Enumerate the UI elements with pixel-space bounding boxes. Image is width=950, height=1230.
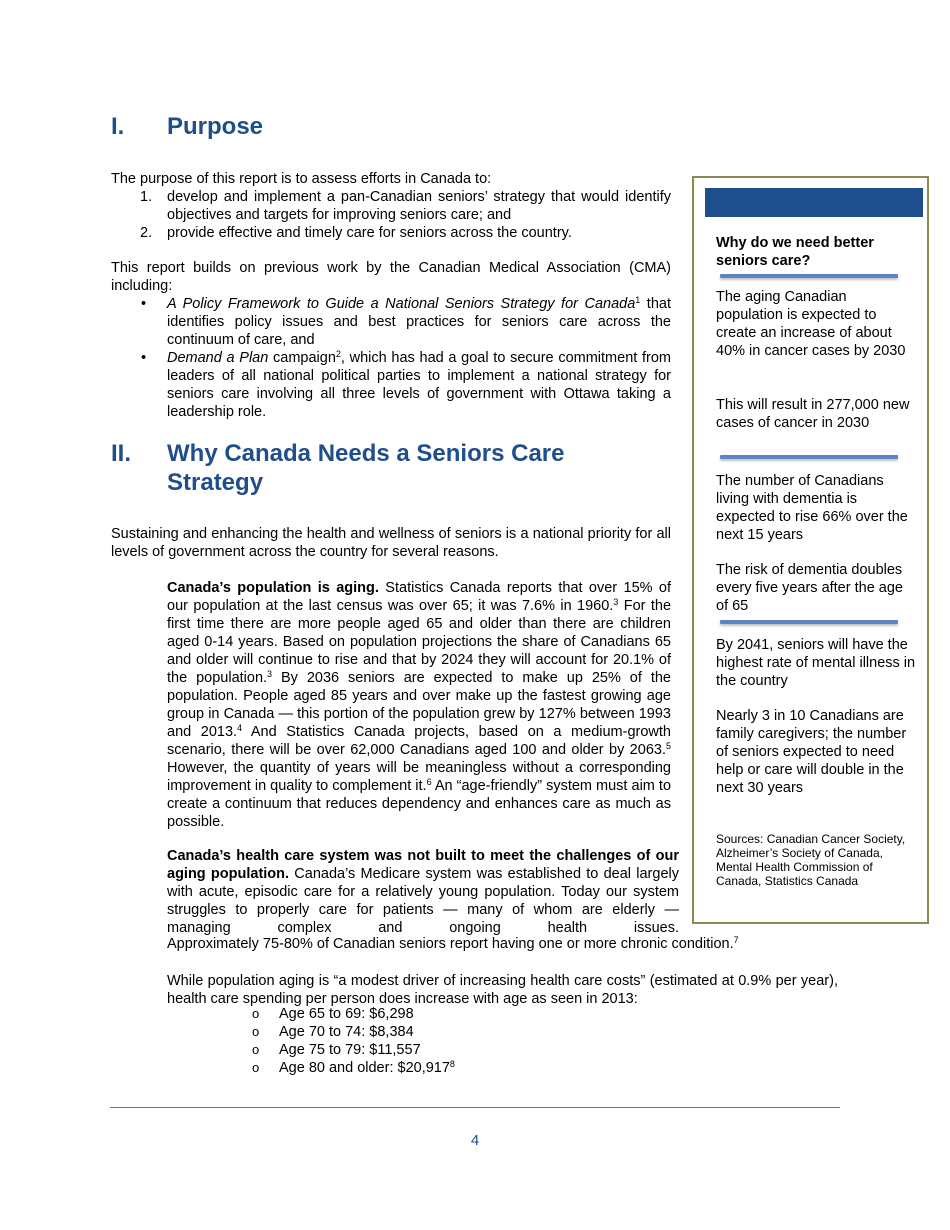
sidebar-divider (720, 455, 898, 459)
chronic-condition-line (167, 935, 847, 953)
purpose-intro: The purpose of this report is to assess efforts in Canada to: (111, 171, 492, 187)
why-intro: Sustaining and enhancing the health and wellness of seniors is a national priority for all levels of government across the country for several reasons. (111, 526, 671, 560)
list-item (252, 1059, 455, 1077)
list-item (252, 1041, 455, 1059)
sidebar-divider (720, 274, 898, 278)
footnote-ref: 4 (237, 723, 243, 733)
section-number: I. (111, 113, 125, 140)
footnote-ref: 2 (335, 349, 341, 359)
list-marker: 2. (140, 225, 153, 241)
footnote-ref: 1 (635, 295, 641, 305)
footnote-ref: 7 (733, 935, 739, 945)
list-item (252, 1005, 455, 1023)
bullet-marker: • (141, 350, 147, 366)
list-item (252, 1023, 455, 1041)
list-item-text: Age 65 to 69: $6,298 (279, 1006, 414, 1022)
footnote-ref: 8 (449, 1059, 455, 1069)
cost-paragraph: While population aging is “a modest driver of increasing health care costs” (estimated at 0.9% per year), health care spending per person does increase with age as seen in 2013: (167, 973, 838, 1007)
document-title: A Policy Framework to Guide a National Seniors Strategy for Canada (167, 296, 636, 312)
list-item-text: Age 75 to 79: $11,557 (279, 1042, 421, 1058)
footnote-ref: 5 (665, 741, 671, 751)
sidebar-sources: Sources: Canadian Cancer Society, Alzheimer’s Society of Canada, Mental Health Commission of Canada, Statistics Canada (716, 832, 906, 888)
paragraph-text: However, the quantity of years will be meaningless without a corresponding improvement in quality to complement it. (167, 760, 671, 794)
footnote-ref: 3 (267, 669, 273, 679)
bullet-marker: • (141, 296, 147, 312)
list-item-text: Age 80 and older: $20,917 (279, 1060, 450, 1076)
list-item-text: Age 70 to 74: $8,384 (279, 1024, 414, 1040)
sidebar-fact: The risk of dementia doubles every five years after the age of 65 (716, 562, 903, 614)
paragraph-text: For the first time there are more people aged 65 and older than there are children aged 0-14 years. Based on population projections the share of Canadians 65 and older will continue to rise and that by 2024 they will account for 20.1% of the population. (167, 598, 672, 686)
aging-paragraph (167, 579, 671, 831)
paragraph-text: An “age-friendly” system must aim to create a continuum that reduces dependency and enhances care as much as possible. (167, 778, 672, 830)
list-marker: o (252, 1024, 260, 1039)
section-title: Purpose (167, 113, 264, 140)
list-item (111, 188, 671, 224)
page-number: 4 (470, 1132, 480, 1149)
purpose-list (111, 188, 671, 242)
paragraph-text: Approximately 75-80% of Canadian seniors report having one or more chronic condition. (167, 936, 734, 952)
list-item-text: provide effective and timely care for seniors across the country. (167, 225, 572, 241)
list-marker: o (252, 1060, 260, 1075)
sidebar-fact: By 2041, seniors will have the highest rate of mental illness in the country (716, 637, 916, 689)
list-marker: o (252, 1042, 260, 1057)
list-item (111, 349, 671, 421)
list-marker: 1. (140, 189, 153, 205)
paragraph-text: And Statistics Canada projects, based on a medium-growth scenario, there will be over 62,000 Canadians aged 100 and older by 2063. (167, 724, 671, 758)
previous-work-list (111, 295, 671, 421)
sidebar-question: Why do we need better seniors care? (716, 235, 874, 269)
footnote-ref: 6 (426, 777, 432, 787)
sidebar-header-band (705, 188, 923, 217)
section-title: Why Canada Needs a Seniors Care Strategy (167, 440, 565, 496)
builds-on-paragraph: This report builds on previous work by the Canadian Medical Association (CMA) including: (111, 260, 671, 294)
sidebar-fact: The aging Canadian population is expected to create an increase of about 40% in cancer cases by 2030 (716, 289, 906, 359)
footnote-ref: 3 (613, 597, 619, 607)
paragraph-text: Canada’s Medicare system was established to deal largely with acute, episodic care for a relatively young population. Today our system struggles to properly care for patients — many of whom are elderly — managing complex and ongoing health issues. (167, 866, 679, 936)
sidebar-fact: Nearly 3 in 10 Canadians are family caregivers; the number of seniors expected to need help or care will double in the next 30 years (716, 708, 907, 796)
sidebar-divider (720, 620, 898, 624)
list-item (111, 295, 671, 349)
paragraph-text: Statistics Canada reports that over 15% of our population at the last census was over 65; it was 7.6% in 1960. (167, 580, 671, 614)
list-item-text: , which has had a goal to secure commitment from leaders of all national political parties to implement a national strategy for seniors care involving all three levels of government with Ottawa taking a leadership role. (167, 350, 671, 420)
list-item (111, 224, 671, 242)
cost-list (252, 1005, 455, 1077)
paragraph-lead: Canada’s health care system was not built to meet the challenges of our aging population. (167, 848, 679, 882)
paragraph-lead: Canada’s population is aging. (167, 580, 379, 596)
sidebar-fact: This will result in 277,000 new cases of cancer in 2030 (716, 397, 910, 431)
list-item-text: that identifies policy issues and best practices for seniors care across the continuum of care, and (167, 296, 671, 348)
sidebar-fact: The number of Canadians living with dementia is expected to rise 66% over the next 15 years (716, 473, 908, 543)
list-item-text: campaign (268, 350, 336, 366)
list-item-text: develop and implement a pan-Canadian seniors’ strategy that would identify objectives and targets for improving seniors care; and (167, 189, 671, 223)
list-marker: o (252, 1006, 260, 1021)
section-number: II. (111, 440, 132, 467)
health-system-paragraph (167, 847, 679, 937)
paragraph-text: By 2036 seniors are expected to make up 25% of the population. People aged 85 years and over make up the fastest growing age group in Canada — this portion of the population grew by 127% between 1993 and 2013. (167, 670, 671, 740)
campaign-title: Demand a Plan (167, 350, 269, 366)
footer-divider (110, 1107, 840, 1108)
facts-sidebar (692, 176, 929, 924)
